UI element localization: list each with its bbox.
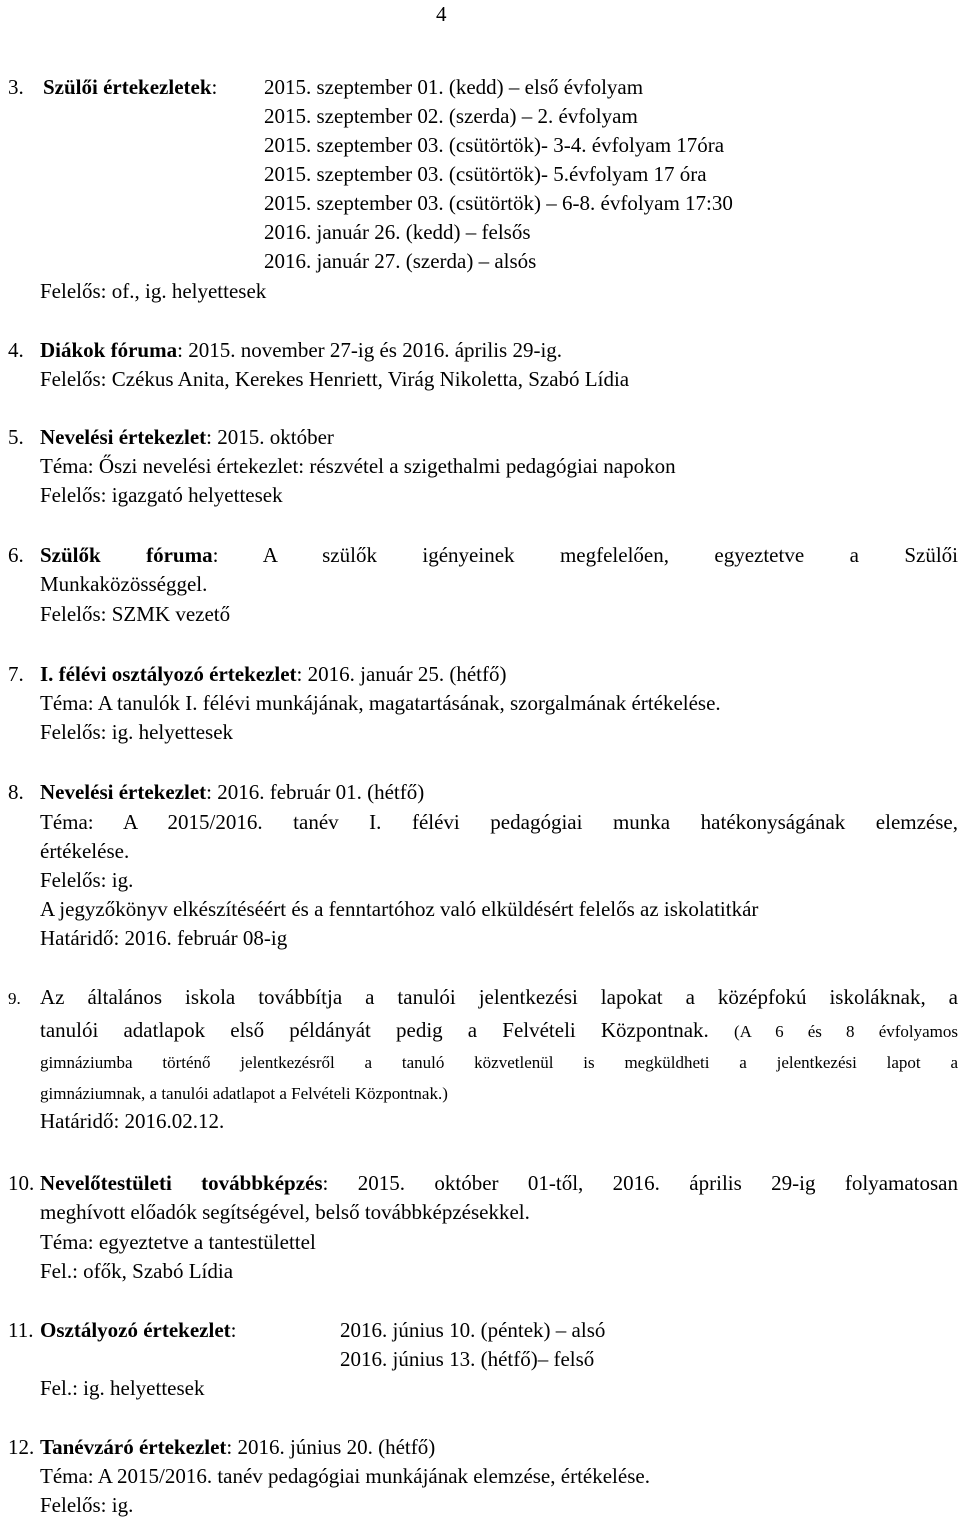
section-detail: : 2015. november 27-ig és 2016. április 29-ig. bbox=[177, 338, 563, 362]
section-7-heading bbox=[40, 664, 507, 685]
section-detail: : 2016. február 01. (hétfő) bbox=[206, 780, 425, 804]
section-10-heading bbox=[40, 1173, 958, 1194]
section-title: Szülők fóruma bbox=[40, 543, 213, 567]
section-9-note-line: gimnáziumba történő jelentkezésről a tanuló közvetlenül is megküldheti a jelentkezési lapot a bbox=[40, 1053, 958, 1072]
section-3-heading bbox=[8, 77, 217, 98]
section-title: Osztályozó értekezlet bbox=[40, 1318, 231, 1342]
meeting-date-line: 2015. szeptember 02. (szerda) – 2. évfolyam bbox=[264, 104, 638, 128]
responsible-line: Felelős: igazgató helyettesek bbox=[40, 483, 283, 507]
topic-line: Téma: Őszi nevelési értekezlet: részvétel a szigethalmi pedagógiai napokon bbox=[40, 454, 676, 478]
section-number: 10. bbox=[8, 1171, 35, 1195]
topic-line: Téma: A tanulók I. félévi munkájának, magatartásának, szorgalmának értékelése. bbox=[40, 691, 721, 715]
colon: : bbox=[230, 1318, 237, 1342]
section-detail-line: Munkaközösséggel. bbox=[40, 572, 208, 596]
topic-line: Téma: A 2015/2016. tanév I. félévi pedagógiai munka hatékonyságának elemzése, bbox=[40, 810, 958, 834]
responsible-line: Felelős: ig. bbox=[40, 868, 134, 892]
topic-line: Téma: egyeztetve a tantestülettel bbox=[40, 1230, 316, 1254]
page-number: 4 bbox=[436, 2, 447, 26]
section-number: 3. bbox=[8, 75, 24, 99]
responsible-line: Felelős: of., ig. helyettesek bbox=[40, 279, 267, 303]
section-11-heading bbox=[40, 1320, 237, 1341]
section-6-heading bbox=[40, 545, 958, 566]
section-number: 4. bbox=[8, 338, 24, 362]
section-number: 9. bbox=[8, 989, 21, 1008]
meeting-date-line: 2015. szeptember 03. (csütörtök)- 5.évfolyam 17 óra bbox=[264, 162, 707, 186]
meeting-date-line: 2015. szeptember 03. (csütörtök)- 3-4. évfolyam 17óra bbox=[264, 133, 725, 157]
responsible-line: Felelős: SZMK vezető bbox=[40, 602, 231, 626]
section-title: Nevelési értekezlet bbox=[40, 780, 207, 804]
responsible-line: Fel.: ofők, Szabó Lídia bbox=[40, 1259, 234, 1283]
meeting-date-line: 2016. január 26. (kedd) – felsős bbox=[264, 220, 531, 244]
section-detail: : 2016. június 20. (hétfő) bbox=[226, 1435, 436, 1459]
section-9-note: (A 6 és 8 évfolyamos bbox=[733, 1022, 959, 1041]
colon: : bbox=[211, 75, 218, 99]
meeting-date-line: 2016. június 13. (hétfő)– felső bbox=[340, 1347, 595, 1371]
responsible-line: Felelős: Czékus Anita, Kerekes Henriett, Virág Nikoletta, Szabó Lídia bbox=[40, 367, 630, 391]
section-8-heading bbox=[40, 782, 424, 803]
section-detail-line: meghívott előadók segítségével, belső továbbképzésekkel. bbox=[40, 1200, 530, 1224]
section-number: 11. bbox=[8, 1318, 34, 1342]
section-detail: : A szülők igényeinek megfelelően, egyeztetve a Szülői bbox=[212, 543, 958, 567]
deadline-line: Határidő: 2016. február 08-ig bbox=[40, 926, 288, 950]
section-number: 8. bbox=[8, 780, 24, 804]
section-12-heading bbox=[40, 1437, 435, 1458]
section-5-heading bbox=[40, 427, 334, 448]
responsible-line: Felelős: ig. helyettesek bbox=[40, 720, 234, 744]
section-9-text: tanulói adatlapok első példányát pedig a Felvételi Központnak. bbox=[40, 1018, 709, 1042]
section-number: 12. bbox=[8, 1435, 35, 1459]
section-number: 6. bbox=[8, 543, 24, 567]
section-9-note-line: gimnáziumnak, a tanulói adatlapot a Felvételi Központnak.) bbox=[40, 1084, 448, 1103]
section-title: Nevelési értekezlet bbox=[40, 425, 207, 449]
section-4-heading bbox=[40, 340, 562, 361]
topic-line: értékelése. bbox=[40, 839, 130, 863]
responsible-line: Fel.: ig. helyettesek bbox=[40, 1376, 205, 1400]
meeting-date-line: 2016. június 10. (péntek) – alsó bbox=[340, 1318, 606, 1342]
section-title: Tanévzáró értekezlet bbox=[40, 1435, 227, 1459]
section-title: I. félévi osztályozó értekezlet bbox=[40, 662, 297, 686]
section-detail: : 2015. október 01-től, 2016. április 29-ig folyamatosan bbox=[322, 1171, 958, 1195]
minutes-note: A jegyzőkönyv elkészítéséért és a fenntartóhoz való elküldésért felelős az iskolatitkár bbox=[40, 897, 759, 921]
meeting-date-line: 2016. január 27. (szerda) – alsós bbox=[264, 249, 537, 273]
section-detail: : 2016. január 25. (hétfő) bbox=[296, 662, 507, 686]
topic-line: Téma: A 2015/2016. tanév pedagógiai munkájának elemzése, értékelése. bbox=[40, 1464, 650, 1488]
section-title: Nevelőtestületi továbbképzés bbox=[40, 1171, 323, 1195]
meeting-date-line: 2015. szeptember 03. (csütörtök) – 6-8. évfolyam 17:30 bbox=[264, 191, 733, 215]
section-number: 7. bbox=[8, 662, 24, 686]
section-number: 5. bbox=[8, 425, 24, 449]
responsible-line: Felelős: ig. bbox=[40, 1493, 134, 1517]
meeting-date-line: 2015. szeptember 01. (kedd) – első évfolyam bbox=[264, 75, 644, 99]
section-9-line bbox=[40, 1020, 958, 1041]
deadline-line: Határidő: 2016.02.12. bbox=[40, 1109, 225, 1133]
section-detail: : 2015. október bbox=[206, 425, 334, 449]
section-title: Diákok fóruma bbox=[40, 338, 178, 362]
section-9-line: Az általános iskola továbbítja a tanulói jelentkezési lapokat a középfokú iskoláknak, a bbox=[40, 985, 958, 1009]
section-title: Szülői értekezletek bbox=[43, 75, 212, 99]
